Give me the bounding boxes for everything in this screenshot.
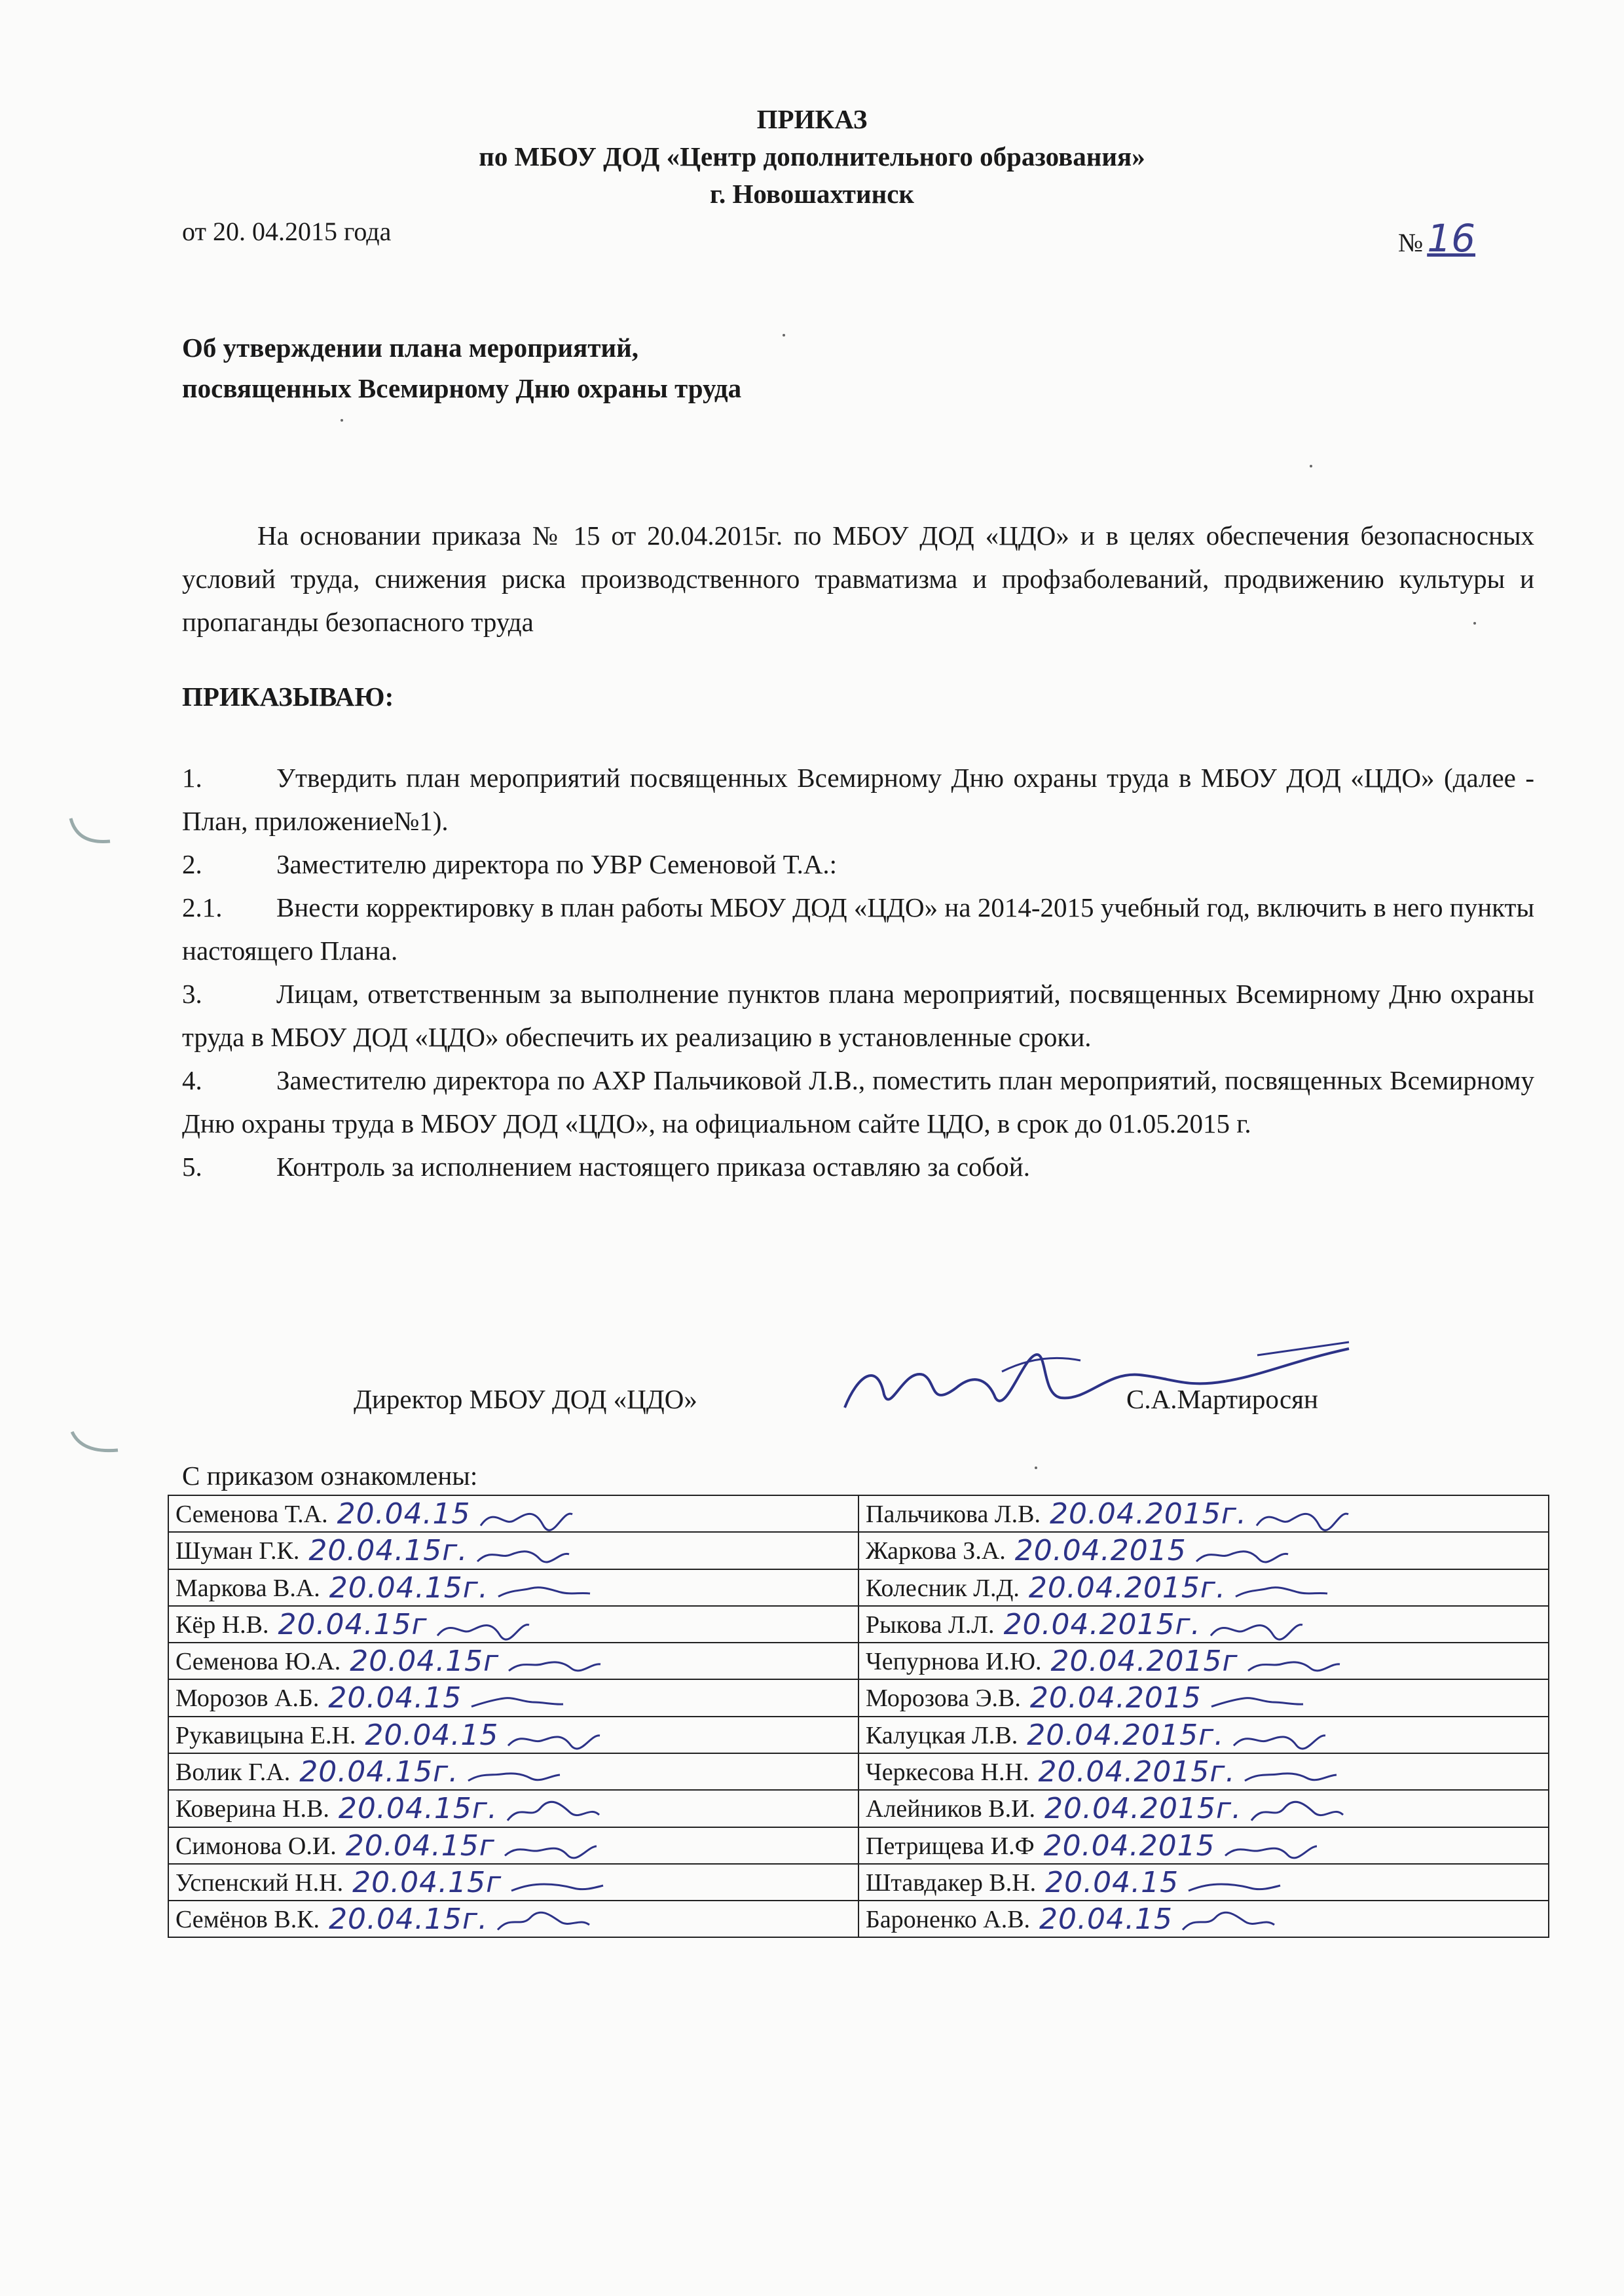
table-row <box>168 1864 1549 1901</box>
table-row <box>168 1901 1549 1937</box>
employee-name: Штавдакер В.Н. <box>866 1868 1037 1897</box>
organization-line: по МБОУ ДОД «Центр дополнительного образования» <box>479 141 1145 172</box>
signature-scribble <box>474 1539 572 1569</box>
handwritten-date: 20.04.15г. <box>329 1903 489 1937</box>
order-number <box>1398 216 1475 261</box>
preamble: На основании приказа № 15 от 20.04.2015г. по МБОУ ДОД «ЦДО» и в целях обеспечения безопасносных условий труда, снижения риска производственного травматизма и профзаболеваний, продвижению культуры и пропаганды безопасного труда <box>182 520 1534 637</box>
handwritten-date: 20.04.15г. <box>329 1571 489 1605</box>
handwritten-date: 20.04.2015 <box>1029 1681 1202 1715</box>
signature-scribble <box>465 1759 563 1789</box>
handwritten-date: 20.04.15г. <box>338 1792 498 1826</box>
employee-name: Пальчикова Л.В. <box>866 1501 1041 1528</box>
signature-cell <box>858 1532 1549 1569</box>
handwritten-date: 20.04.15г <box>352 1865 502 1899</box>
employee-name: Чепурнова И.Ю. <box>866 1648 1042 1676</box>
handwritten-number: 16 <box>1427 216 1475 261</box>
signature-scribble <box>1179 1906 1278 1937</box>
decree-heading: ПРИКАЗЫВАЮ: <box>182 682 394 712</box>
acknowledgement-label: С приказом ознакомлены: <box>182 1461 478 1491</box>
employee-name: Колесник Л.Д. <box>866 1574 1020 1602</box>
signature-cell <box>168 1753 858 1790</box>
signature-cell <box>168 1643 858 1679</box>
handwritten-date: 20.04.15 <box>1039 1903 1173 1937</box>
signature-cell <box>858 1569 1549 1606</box>
scan-speck <box>1035 1467 1037 1469</box>
signature-scribble <box>477 1501 576 1531</box>
handwritten-date: 20.04.2015г. <box>1049 1497 1247 1531</box>
handwritten-date: 20.04.15 <box>1045 1865 1179 1899</box>
handwritten-date: 20.04.2015г. <box>1027 1718 1225 1752</box>
employee-name: Жаркова З.А. <box>866 1537 1006 1565</box>
signature-cell <box>858 1679 1549 1716</box>
signature-cell <box>168 1532 858 1569</box>
signature-cell <box>858 1643 1549 1679</box>
employee-name: Семенова Ю.А. <box>175 1648 341 1676</box>
signature-scribble <box>1242 1759 1340 1789</box>
signature-scribble <box>468 1686 566 1716</box>
employee-name: Петрищева И.Ф <box>866 1832 1035 1860</box>
order-subject <box>182 327 741 409</box>
punch-hole-mark <box>64 812 117 851</box>
employee-name: Успенский Н.Н. <box>175 1868 344 1897</box>
handwritten-date: 20.04.2015г. <box>1044 1792 1242 1826</box>
signature-cell <box>168 1827 858 1864</box>
employee-name: Маркова В.А. <box>175 1574 320 1602</box>
signature-cell <box>858 1864 1549 1901</box>
employee-name: Калуцкая Л.В. <box>866 1721 1018 1749</box>
list-item: 2.1. Внести корректировку в план работы МБОУ ДОД «ЦДО» на 2014-2015 учебный год, включить в него пункты настоящего Плана. <box>182 892 1534 966</box>
handwritten-date: 20.04.2015 <box>1014 1534 1187 1568</box>
signature-cell <box>168 1495 858 1532</box>
signature-scribble <box>494 1906 593 1937</box>
signature-cell <box>168 1901 858 1937</box>
signatory-position: Директор МБОУ ДОД «ЦДО» <box>354 1384 697 1414</box>
employee-name: Семенова Т.А. <box>175 1501 328 1528</box>
table-row <box>168 1606 1549 1643</box>
signature-cell <box>168 1864 858 1901</box>
employee-name: Бароненко А.В. <box>866 1906 1031 1934</box>
employee-name: Коверина Н.В. <box>175 1795 329 1823</box>
signature-scribble <box>1185 1870 1283 1900</box>
table-row <box>168 1643 1549 1679</box>
handwritten-date: 20.04.2015г <box>1050 1645 1238 1679</box>
handwritten-date: 20.04.15 <box>365 1718 499 1752</box>
employee-name: Симонова О.И. <box>175 1832 337 1860</box>
signature-scribble <box>495 1575 593 1605</box>
signature-scribble <box>1208 1612 1306 1642</box>
signature-cell <box>168 1606 858 1643</box>
table-row <box>168 1753 1549 1790</box>
employee-name: Рукавицына Е.Н. <box>175 1721 356 1749</box>
document-title: ПРИКАЗ <box>756 104 868 134</box>
signature-cell <box>168 1717 858 1753</box>
employee-name: Шуман Г.К. <box>175 1537 300 1565</box>
list-item: 4. Заместителю директора по АХР Пальчиковой Л.В., поместить план мероприятий, посвященных Всемирному Дню охраны труда в МБОУ ДОД «ЦДО», на официальном сайте ЦДО, в срок до 01.05.2015 г. <box>182 1065 1534 1139</box>
table-row <box>168 1717 1549 1753</box>
employee-name: Морозов А.Б. <box>175 1685 320 1713</box>
signature-cell <box>858 1753 1549 1790</box>
handwritten-date: 20.04.15 <box>337 1497 471 1531</box>
signature-scribble <box>1245 1649 1343 1679</box>
list-item: 1. Утвердить план мероприятий посвященных Всемирному Дню охраны труда в МБОУ ДОД «ЦДО» (далее - План, приложение№1). <box>182 763 1534 836</box>
employee-name: Морозова Э.В. <box>866 1685 1021 1713</box>
order-date: от 20. 04.2015 года <box>182 217 392 246</box>
signature-cell <box>858 1827 1549 1864</box>
scan-speck <box>783 334 785 337</box>
signature-cell <box>858 1606 1549 1643</box>
list-item: 2. Заместителю директора по УВР Семеновой Т.А.: <box>182 849 838 879</box>
table-row <box>168 1532 1549 1569</box>
handwritten-date: 20.04.15г <box>350 1645 500 1679</box>
signature-cell <box>858 1717 1549 1753</box>
table-row <box>168 1569 1549 1606</box>
scan-speck <box>1310 465 1312 467</box>
signature-scribble <box>1230 1722 1329 1753</box>
list-item: 3. Лицам, ответственным за выполнение пунктов плана мероприятий, посвященных Всемирному Дню охраны труда в МБОУ ДОД «ЦДО» обеспечить их реализацию в установленные сроки. <box>182 979 1534 1052</box>
signature-cell <box>168 1679 858 1716</box>
acknowledgement-table <box>168 1495 1549 1938</box>
employee-name: Семёнов В.К. <box>175 1906 320 1934</box>
table-row <box>168 1495 1549 1532</box>
handwritten-date: 20.04.15 <box>328 1681 462 1715</box>
employee-name: Кёр Н.В. <box>175 1611 269 1639</box>
handwritten-date: 20.04.15г. <box>308 1534 468 1568</box>
signature-cell <box>168 1790 858 1827</box>
subject-line: Об утверждении плана мероприятий, <box>182 333 638 363</box>
signature-scribble <box>1222 1833 1320 1863</box>
employee-name: Алейников В.И. <box>866 1795 1036 1823</box>
scan-speck <box>341 419 343 422</box>
signature-scribble <box>506 1649 604 1679</box>
handwritten-date: 20.04.2015г. <box>1038 1755 1236 1789</box>
signature-cell <box>858 1790 1549 1827</box>
subject-line: посвященных Всемирному Дню охраны труда <box>182 373 742 403</box>
signature-scribble <box>508 1870 606 1900</box>
number-label: № <box>1398 228 1424 257</box>
table-row <box>168 1827 1549 1864</box>
handwritten-date: 20.04.15г. <box>299 1755 459 1789</box>
signature-cell <box>858 1495 1549 1532</box>
signature-scribble <box>434 1612 532 1642</box>
order-items <box>182 756 1534 1188</box>
list-item: 5. Контроль за исполнением настоящего приказа оставляю за собой. <box>182 1152 1030 1182</box>
handwritten-date: 20.04.2015г. <box>1003 1607 1201 1641</box>
signature-scribble <box>502 1833 600 1863</box>
handwritten-date: 20.04.2015 <box>1043 1829 1215 1863</box>
city-line: г. Новошахтинск <box>709 179 915 209</box>
employee-name: Черкесова Н.Н. <box>866 1758 1029 1786</box>
table-row <box>168 1790 1549 1827</box>
signature-scribble <box>1253 1501 1352 1531</box>
employee-name: Волик Г.А. <box>175 1758 291 1786</box>
handwritten-date: 20.04.15г <box>278 1607 428 1641</box>
handwritten-date: 20.04.15г <box>345 1829 495 1863</box>
handwritten-date: 20.04.2015г. <box>1028 1571 1226 1605</box>
table-row <box>168 1679 1549 1716</box>
signature-scribble <box>1248 1796 1346 1827</box>
signatory-name: С.А.Мартиросян <box>1126 1384 1318 1414</box>
signature-scribble <box>504 1796 602 1827</box>
signature-scribble <box>1208 1686 1306 1716</box>
signature-scribble <box>1193 1539 1291 1569</box>
punch-hole-mark <box>65 1424 124 1463</box>
signature-scribble <box>1232 1575 1331 1605</box>
employee-name: Рыкова Л.Л. <box>866 1611 995 1639</box>
signature-scribble <box>505 1722 603 1753</box>
signature-cell <box>858 1901 1549 1937</box>
signature-cell <box>168 1569 858 1606</box>
